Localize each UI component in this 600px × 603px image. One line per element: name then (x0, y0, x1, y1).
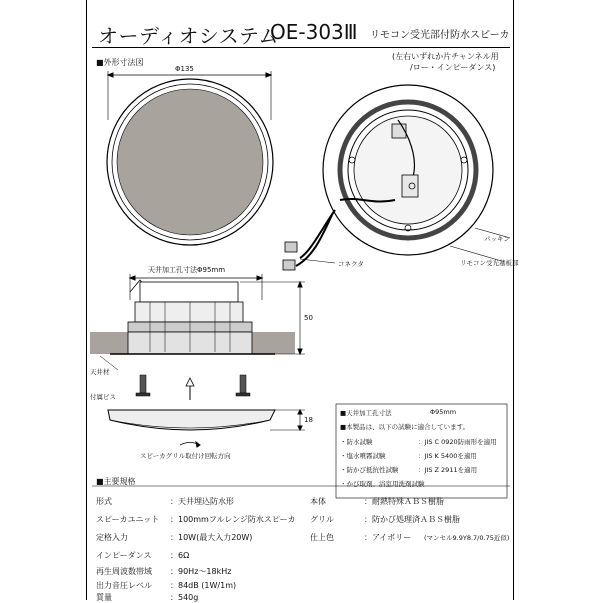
cutout-note-label: ■天井加工孔寸法 (340, 409, 392, 417)
spec-label: 仕上色 (310, 533, 334, 542)
spec-value: ：6Ω (170, 551, 190, 560)
grille-direction-label: スピーカグリル取付け回転方向 (140, 452, 231, 460)
spec-label: 出力音圧レベル (96, 581, 152, 590)
spec-label: スピーカユニット (96, 515, 160, 524)
usage-note-line2: /ロー・インピーダンス) (410, 63, 496, 72)
extra-test: ・かび取剤、浴室用洗剤試験 (340, 480, 425, 488)
cutout-dimension-label: 天井加工孔寸法Φ95mm (148, 266, 226, 274)
outline-dimension-label: ■外形寸法図 (96, 58, 144, 67)
diameter-label: Φ135 (175, 65, 194, 73)
grille-profile (108, 410, 305, 447)
ceiling-material-label: 天井材 (90, 368, 110, 376)
spec-label: インピーダンス (96, 551, 152, 560)
spec-section-label: ■主要規格 (96, 477, 136, 486)
test-name: ・防かび抵抗性試験 (340, 466, 399, 474)
spec-value: ：天井埋込防水形 (170, 497, 234, 506)
height-dimension-label: 50 (304, 314, 313, 322)
remote-board-label: リモコン受光基板部 (460, 259, 519, 267)
front-view (107, 71, 273, 245)
usage-note-line1: (左右いずれか片チャンネル用 (392, 52, 499, 61)
spec-value: ：耐熱特殊ＡＢＳ樹脂 (364, 497, 444, 506)
test-standard: ：JIS C 0920防雨形を適用 (418, 438, 497, 446)
packing-label: パッキン (484, 235, 510, 243)
model-number: OE-303Ⅲ (270, 20, 358, 44)
spec-label: 定格入力 (96, 533, 128, 542)
side-view (90, 274, 305, 370)
included-screw-label: 付属ビス (90, 393, 116, 401)
test-name: ・塩水噴霧試験 (340, 452, 386, 460)
screws (136, 375, 250, 400)
spec-label: 形式 (96, 497, 112, 506)
test-name: ・防水試験 (340, 438, 373, 446)
rear-view (283, 85, 510, 270)
spec-label: 質量 (96, 593, 112, 602)
test-standard: ：JIS Z 2911を適用 (418, 466, 478, 474)
spec-value: ：防かび処理済ＡＢＳ樹脂 (364, 515, 460, 524)
spec-value: ：100mmフルレンジ防水スピーカ (170, 515, 296, 524)
spec-label: 本体 (310, 497, 326, 506)
test-standard: ：JIS K 5400を適用 (418, 452, 477, 460)
spec-label: グリル (310, 515, 334, 524)
document-subtitle: リモコン受光部付防水スピーカ (370, 30, 510, 41)
spec-value: ：84dB (1W/1m) (170, 581, 237, 590)
grille-height-label: 18 (304, 416, 313, 424)
document-title: オーディオシステム (98, 24, 279, 48)
spec-label: 再生周波数帯域 (96, 567, 152, 576)
compliance-statement: ■本製品は、以下の試験に適合しています。 (340, 423, 470, 431)
spec-value: ：10W(最大入力20W) (170, 533, 253, 542)
spec-value: ：アイボリー (364, 533, 412, 542)
connector-label: コネクタ (338, 260, 364, 268)
spec-value: ：540g (170, 593, 199, 602)
cutout-note-value: Φ95mm (430, 408, 457, 416)
spec-value: ：90Hz～18kHz (170, 567, 232, 576)
color-munsell-value: (マンセル9.9Y8.7/0.75近似) (424, 534, 510, 542)
